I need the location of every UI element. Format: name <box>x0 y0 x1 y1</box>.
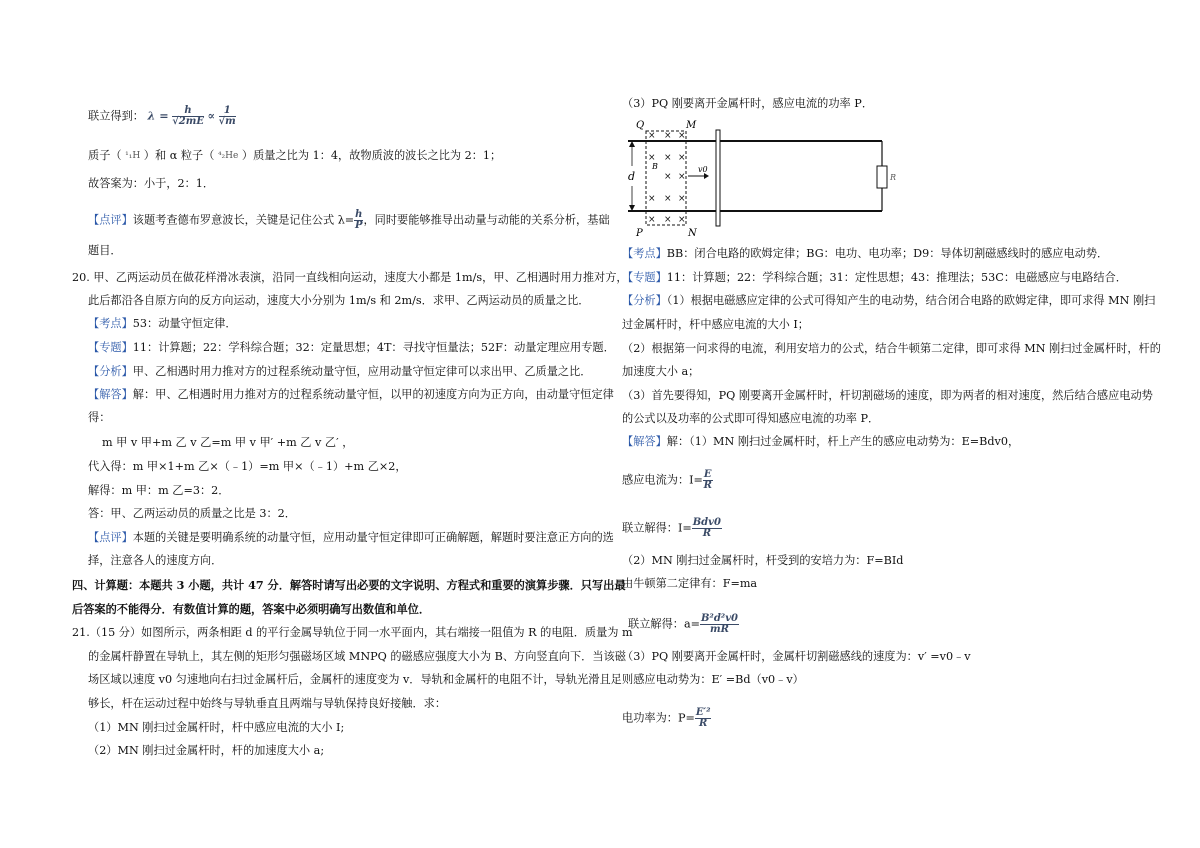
frac-den: R <box>702 528 711 539</box>
q21-line4: 够长，杆在运动过程中始终与导轨垂直且两端与导轨保持良好接触．求： <box>88 697 447 710</box>
q20-line2: 此后都沿各自原方向的反方向运动，速度大小分别为 1m/s 和 2m/s．求甲、乙两运动员的质量之比． <box>88 294 590 307</box>
frac-den: P <box>355 220 363 231</box>
inv-sqrt-m-fraction <box>219 106 236 127</box>
fenxi-tag: 【分析】 <box>622 294 667 307</box>
svg-text:×: × <box>664 215 672 225</box>
svg-text:×: × <box>678 215 686 225</box>
fenxi-2b: 加速度大小 a； <box>622 365 700 378</box>
frac-num: Bdv0 <box>692 517 721 528</box>
svg-text:×: × <box>664 172 672 182</box>
zhuanti-21 <box>622 270 1127 286</box>
svg-text:×: × <box>664 153 672 163</box>
kaodian-text: 53：动量守恒定律． <box>132 317 237 330</box>
section4-heading-a: 四、计算题：本题共 3 小题，共计 47 分．解答时请写出必要的文字说明、方程式和重要的演算步骤．只写出最 <box>72 578 626 592</box>
frac-den: R <box>699 718 708 729</box>
kaodian-text: BB：闭合电路的欧姆定律；BG：电功、电功率；D9：导体切割磁感线时的感应电动势． <box>666 247 1109 260</box>
fenxi-1b: 过金属杆时，杆中感应电流的大小 I； <box>622 318 809 331</box>
power-line <box>622 708 711 729</box>
current-line <box>622 470 713 491</box>
frac-den: mR <box>710 624 729 635</box>
eq-20-2: 代入得：m 甲×1+m 乙×（﹣1）=m 甲×（﹣1）+m 乙×2， <box>88 460 407 473</box>
frac-den: R <box>703 480 712 491</box>
lianli-I-line <box>622 518 722 539</box>
label-P: P <box>636 228 643 239</box>
label-Q: Q <box>636 120 645 131</box>
lambda-fraction <box>172 106 204 127</box>
zhuanti-tag: 【专题】 <box>88 341 133 354</box>
label-B: B <box>652 162 658 171</box>
frac-num: 1 <box>219 106 236 117</box>
lianli-a-fraction <box>700 614 739 635</box>
review-20-a: 本题的关键是要明确系统的动量守恒，应用动量守恒定律即可正确解题，解题时要注意正方向的选 <box>132 531 614 544</box>
fenxi-21 <box>622 293 1155 309</box>
lianli-line <box>88 106 236 127</box>
frac-num: h <box>172 106 204 117</box>
frac-num: B²d²v0 <box>700 613 738 624</box>
review-19-line <box>88 210 610 231</box>
svg-text:×: × <box>648 194 656 204</box>
zhuanti-20 <box>88 340 615 356</box>
fenxi-3a: （3）首先要得知，PQ 刚要离开金属杆时，杆切割磁场的速度，即为两者的相对速度，然后结合感应电动势 <box>622 389 1153 402</box>
lambda-symbol: λ = <box>147 108 169 123</box>
jieda-text: 解：甲、乙相遇时用力推对方的过程系统动量守恒，以甲的初速度方向为正方向，由动量守恒定律 <box>132 388 614 401</box>
q21-sub1: （1）MN 刚扫过金属杆时，杆中感应电流的大小 I; <box>88 721 345 734</box>
svg-text:×: × <box>678 153 686 163</box>
fenxi-2a: （2）根据第一问求得的电流，利用安培力的公式，结合牛顿第二定律，即可求得 MN 刚扫过金属杆时，杆的 <box>622 342 1161 355</box>
zhuanti-tag: 【专题】 <box>622 271 667 284</box>
frac-num: E′² <box>695 707 711 718</box>
fenxi-tag: 【分析】 <box>88 365 133 378</box>
metal-rod <box>716 130 720 226</box>
fenxi-3b: 的公式以及功率的公式即可得知感应电流的功率 P． <box>622 412 880 425</box>
frac-den: √2mE <box>172 116 204 127</box>
lianli-I-fraction <box>692 518 722 539</box>
fenxi-text: 甲、乙相遇时用力推对方的过程系统动量守恒，应用动量守恒定律可以求出甲、乙质量之比． <box>132 365 592 378</box>
label-N: N <box>688 228 697 239</box>
proton-line <box>88 148 501 164</box>
q20-line1: 20. 甲、乙两运动员在做花样滑冰表演，沿同一直线相向运动，速度大小都是 1m/s，甲、乙相遇时用力推对方， <box>72 271 628 284</box>
q21-line1: 21.（15 分）如图所示，两条相距 d 的平行金属导轨位于同一水平面内，其右端接一阻值为 R 的电阻．质量为 m <box>72 626 633 639</box>
svg-text:×: × <box>664 194 672 204</box>
svg-text:×: × <box>678 194 686 204</box>
review-19-a: 该题考查德布罗意波长，关键是记住公式 λ= <box>132 213 355 227</box>
lianli-a-prefix: 联立解得：a= <box>628 617 700 631</box>
review-19-b: ，同时要能够推导出动量与动能的关系分析，基础 <box>363 213 610 227</box>
current-fraction <box>703 470 713 491</box>
proton-text-a: 质子（ <box>88 149 122 162</box>
svg-text:×: × <box>678 172 686 182</box>
label-d: d <box>628 170 636 183</box>
frac-num: E <box>703 469 712 480</box>
review-19-c: 题目． <box>88 244 122 257</box>
review-tag: 【点评】 <box>88 531 133 544</box>
jieda-20 <box>88 387 614 403</box>
q21-line3: 场区域以速度 v0 匀速地向右扫过金属杆后，金属杆的速度变为 v．导轨和金属杆的电阻不计，导轨光滑且足 <box>88 673 622 686</box>
emf-line: 则感应电动势为：E′ =Bd（v0﹣v） <box>622 673 804 686</box>
answer-19: 故答案为：小于，2：1． <box>88 177 215 190</box>
jieda-20-b: 得： <box>88 411 111 424</box>
resistor <box>877 166 887 188</box>
q21-sub3: （3）PQ 刚要离开金属杆时，感应电流的功率 P． <box>622 97 874 110</box>
section4-heading-b: 后答案的不能得分．有数值计算的题，答案中必须明确写出数值和单位． <box>72 602 431 616</box>
svg-text:×: × <box>648 153 656 163</box>
power-fraction <box>695 708 712 729</box>
svg-text:×: × <box>648 215 656 225</box>
jieda-21 <box>622 434 1019 450</box>
proton-nuclide: ¹₁H <box>125 151 141 161</box>
frac-den: √m <box>218 116 236 127</box>
kaodian-21 <box>622 246 1108 262</box>
label-M: M <box>686 120 697 131</box>
eq-20-3: 解得：m 甲：m 乙=3：2． <box>88 484 230 497</box>
eq-20-1: m 甲 v 甲+m 乙 v 乙=m 甲 v 甲′ +m 乙 v 乙′ ， <box>102 436 354 449</box>
proton-text-c: ）质量之比为 1：4，故物质波的波长之比为 2：1； <box>241 149 502 162</box>
magnetic-field-diagram <box>620 116 900 240</box>
label-R: R <box>890 173 897 182</box>
proton-text-b: ）和 α 粒子（ <box>143 149 215 162</box>
frac-num: h <box>355 209 363 220</box>
review-tag: 【点评】 <box>88 213 133 227</box>
svg-text:×: × <box>664 131 672 141</box>
jieda-tag: 【解答】 <box>622 435 667 448</box>
fenxi-1a: （1）根据电磁感应定律的公式可得知产生的电动势，结合闭合电路的欧姆定律，即可求得 MN 刚扫 <box>666 294 1156 307</box>
newton-line: 由牛顿第二定律有：F=ma <box>622 577 758 590</box>
rel-v-line: （3）PQ 刚要离开金属杆时，金属杆切割磁感线的速度为：v′ =v0﹣v <box>622 650 971 663</box>
jieda-1: 解：（1）MN 刚扫过金属杆时，杆上产生的感应电动势为：E=Bdv0， <box>666 435 1020 448</box>
jieda-tag: 【解答】 <box>88 388 133 401</box>
alpha-nuclide: ⁴₂He <box>217 151 239 161</box>
svg-text:×: × <box>678 131 686 141</box>
label-v0: v0 <box>698 165 708 174</box>
kaodian-tag: 【考点】 <box>88 317 133 330</box>
svg-text:×: × <box>648 131 656 141</box>
power-prefix: 电功率为：P= <box>622 711 695 725</box>
zhuanti-text: 11：计算题；22：学科综合题；31：定性思想；43：推理法；53C：电磁感应与电路结合． <box>666 271 1127 284</box>
zhuanti-text: 11：计算题；22：学科综合题；32：定量思想；4T：寻找守恒量法；52F：动量定理应用专题． <box>132 341 615 354</box>
proportional-symbol: ∝ <box>207 108 216 123</box>
kaodian-tag: 【考点】 <box>622 247 667 260</box>
review-20-b: 择，注意各人的速度方向． <box>88 554 223 567</box>
force-line: （2）MN 刚扫过金属杆时，杆受到的安培力为：F=BId <box>622 554 904 567</box>
q21-sub2: （2）MN 刚扫过金属杆时，杆的加速度大小 a; <box>88 744 325 757</box>
lianli-prefix: 联立得到： <box>88 109 144 123</box>
answer-20: 答：甲、乙两运动员的质量之比是 3：2． <box>88 507 296 520</box>
lianli-a-line <box>628 614 739 635</box>
lianli-I-prefix: 联立解得：I= <box>622 521 692 535</box>
current-prefix: 感应电流为：I= <box>622 473 703 487</box>
fenxi-20 <box>88 364 591 380</box>
kaodian-20 <box>88 316 237 332</box>
review-20 <box>88 530 614 546</box>
q21-line2: 的金属杆静置在导轨上，其左侧的矩形匀强磁场区域 MNPQ 的磁感应强度大小为 B、方向竖直向下．当该磁 <box>88 650 626 663</box>
